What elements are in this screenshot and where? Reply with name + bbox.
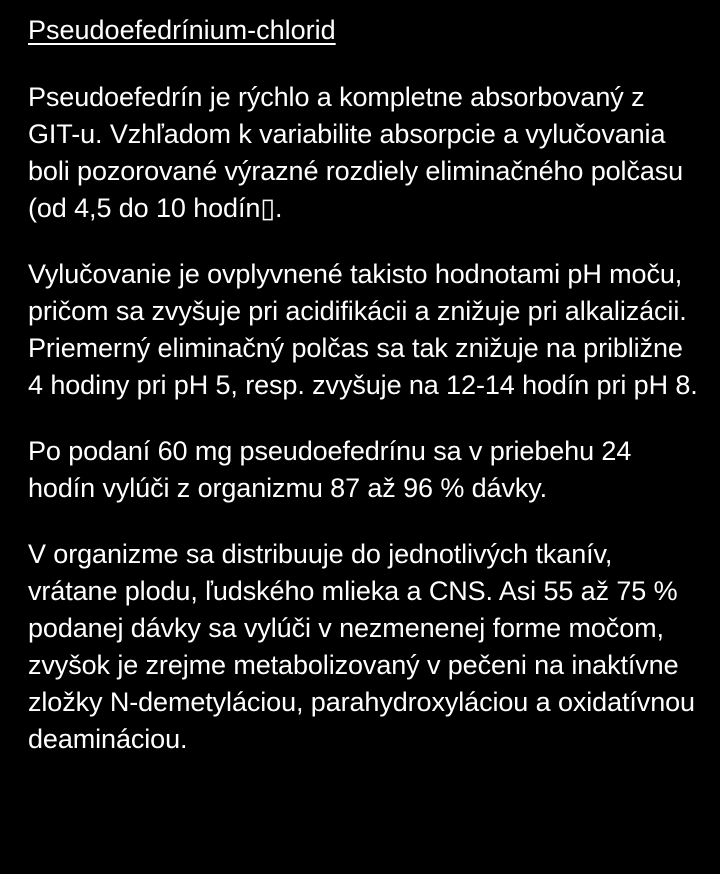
paragraph-distribution: V organizme sa distribuuje do jednotlivých tkanív, vrátane plodu, ľudského mlieka a CNS. Asi 55 až 75 % podanej dávky sa vylúči v nezmenenej forme močom, zvyšok je zrejme metabolizovaný v pečeni na inaktívne zložky N-demetyláciou, parahydroxyláciou a oxidatívnou deamináciou.	[28, 539, 695, 754]
paragraph-absorption: Pseudoefedrín je rýchlo a kompletne absorbovaný z GIT-u. Vzhľadom k variabilite absorpcie a vylučovania boli pozorované výrazné rozdiely eliminačného polčasu (od 4,5 do 10 hodín▯.	[28, 82, 684, 223]
document-title: Pseudoefedrínium-chlorid	[28, 15, 336, 45]
paragraph-excretion-ph: Vylučovanie je ovplyvnené takisto hodnotami pH moču, pričom sa zvyšuje pri acidifikácii a znižuje pri alkalizácii. Priemerný eliminačný polčas sa tak znižuje na približne 4 hodiny pri pH 5, resp. zvyšuje na 12-14 hodín pri pH 8.	[28, 259, 698, 400]
paragraph-dose-excretion: Po podaní 60 mg pseudoefedrínu sa v priebehu 24 hodín vylúči z organizmu 87 až 96 % dávky.	[28, 436, 632, 503]
document-page	[28, 12, 700, 787]
